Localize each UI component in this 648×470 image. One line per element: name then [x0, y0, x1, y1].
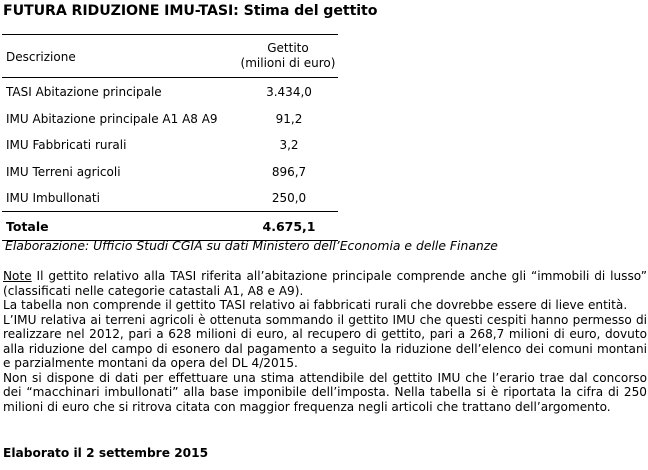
table-total-row — [2, 212, 338, 240]
note-label: Note — [3, 269, 32, 283]
row-value: 3.434,0 — [266, 85, 312, 99]
total-value: 4.675,1 — [262, 218, 316, 234]
row-label: IMU Imbullonati — [6, 191, 100, 206]
footer-date: Elaborato il 2 settembre 2015 — [3, 446, 209, 460]
row-value: 3,2 — [279, 138, 299, 153]
row-label: IMU Fabbricati rurali — [6, 138, 127, 153]
source-caption: Elaborazione: Ufficio Studi CGIA su dati Ministero dell’Economia e delle Finanze — [5, 238, 498, 253]
header-value-line2: (milioni di euro) — [240, 56, 336, 70]
header-value-line1: Gettito — [267, 41, 309, 55]
table-header — [2, 35, 338, 77]
table-row — [2, 158, 338, 185]
row-label: TASI Abitazione principale — [6, 85, 162, 99]
row-value: 896,7 — [271, 164, 307, 179]
table-row — [2, 78, 338, 105]
row-label: IMU Terreni agricoli — [6, 164, 121, 179]
header-value — [230, 41, 346, 71]
row-value: 91,2 — [275, 111, 303, 126]
header-description: Descrizione — [6, 50, 76, 64]
row-value: 250,0 — [271, 191, 307, 206]
notes-block — [3, 269, 647, 414]
page-title: FUTURA RIDUZIONE IMU-TASI: Stima del gettito — [3, 3, 378, 19]
note-paragraph-2: La tabella non comprende il gettito TASI relativo ai fabbricati rurali che dovrebbe essere di lieve entità. — [3, 298, 628, 312]
note-paragraph-1 — [3, 269, 647, 298]
note-text-1: Il gettito relativo alla TASI riferita all’abitazione principale comprende anche gli “immobili di lusso” (classificati nelle categorie catastali A1, A8 e A9). — [3, 269, 647, 298]
note-paragraph-3: L’IMU relativa ai terreni agricoli è ottenuta sommando il gettito IMU che questi cespiti hanno permesso di realizzare nel 2012, pari a 628 milioni di euro, al recupero di gettito, pari a 268,7 milioni di euro, dovuto alla riduzione del campo di esonero dal pagamento a seguito la riduzione dell’elenco dei comuni montani e parzialmente montani da opera del DL 4/2015. — [3, 312, 647, 370]
total-label: Totale — [6, 218, 49, 234]
table-row — [2, 131, 338, 158]
table-row — [2, 105, 338, 132]
table-row — [2, 184, 338, 211]
revenue-table — [2, 34, 338, 241]
row-label: IMU Abitazione principale A1 A8 A9 — [6, 111, 218, 126]
note-paragraph-4: Non si dispone di dati per effettuare una stima attendibile del gettito IMU che l’erario trae dal concorso dei “macchinari imbullonati” alla base imponibile dell’imposta. Nella tabella si è riportata la cifra di 250 milioni di euro che si ritrova citata con maggior frequenza negli articoli che trattano dell’argomento. — [3, 370, 647, 414]
